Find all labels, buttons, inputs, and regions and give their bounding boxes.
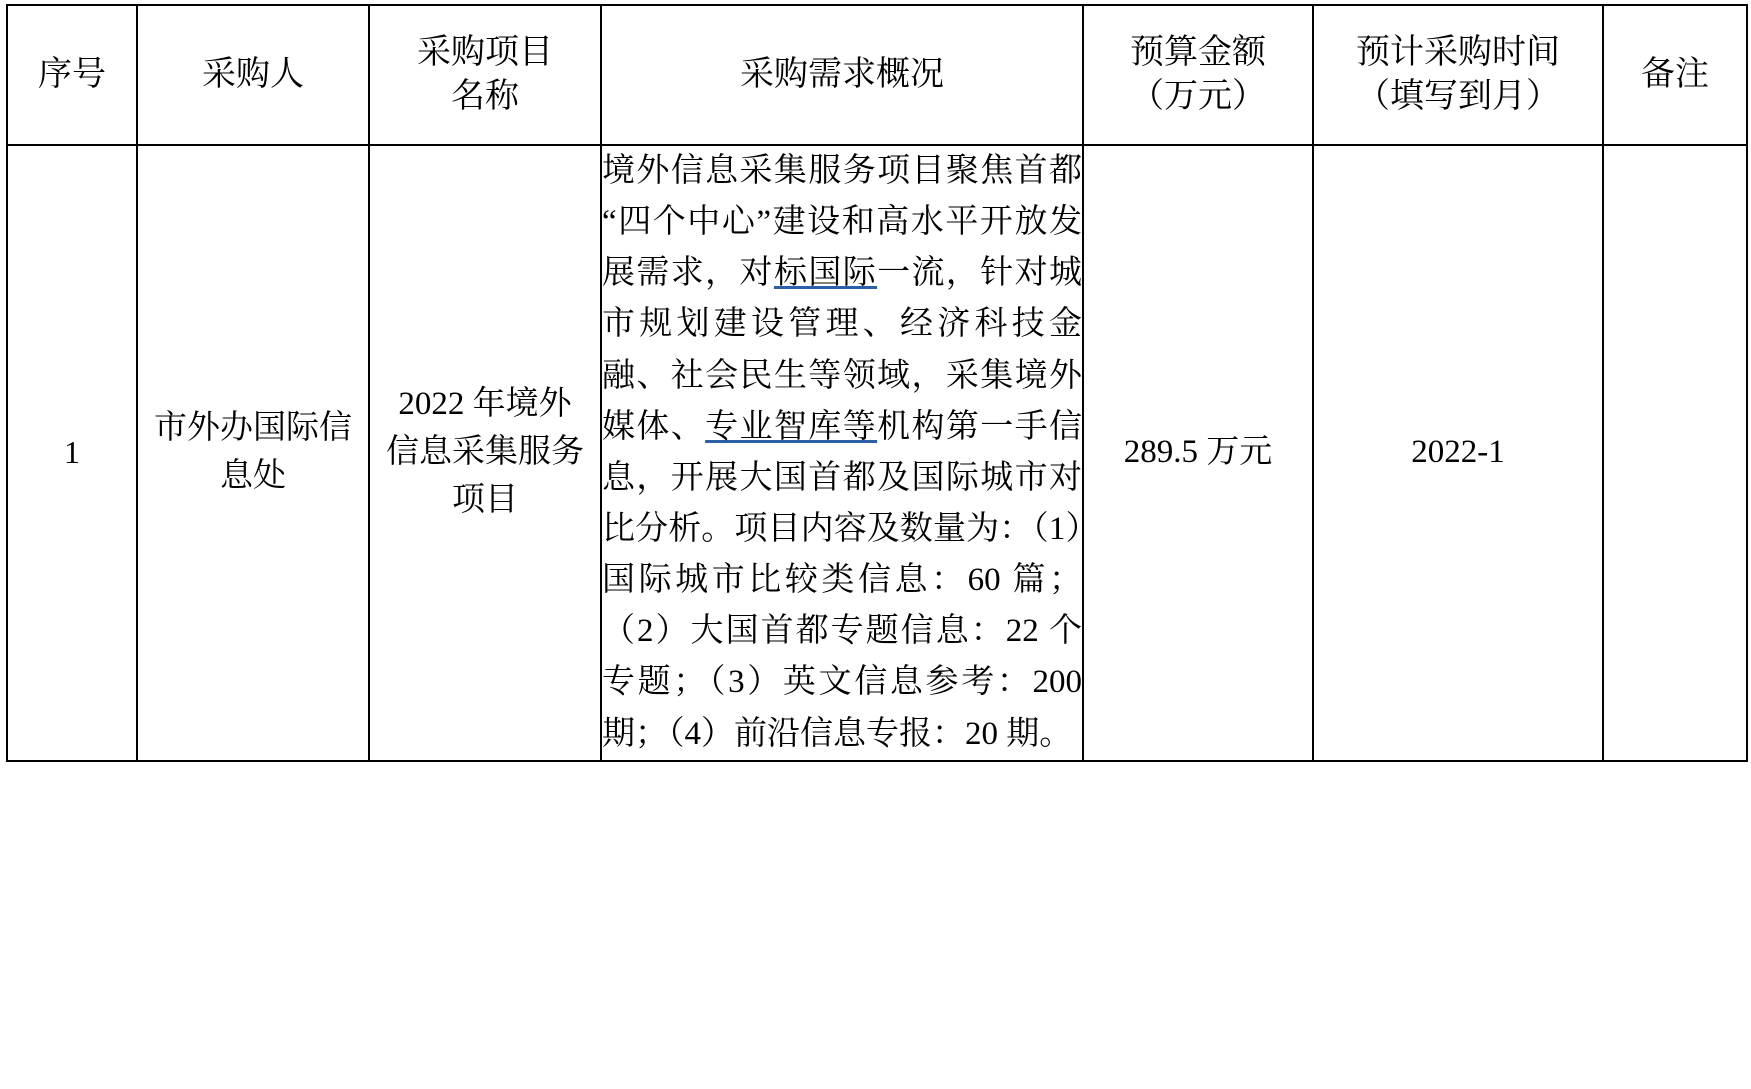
expected-time-value: 2022-1	[1411, 434, 1505, 471]
demand-text-part-3: 机构第一手信息，开展大国首都及国际城市对比分析。项目内容及数量为：（1）国际城市比较类信息：60 篇；（2）大国首都专题信息：22 个专题；（3）英文信息参考：200 期；（4）前沿信息专报：20 期。	[602, 408, 1083, 752]
cell-project-name	[369, 145, 601, 761]
column-header-budget	[1083, 5, 1313, 145]
demand-text-part-2: 一流，针对城市规划建设管理、经济科技金融、社会民生等领域，采集境外媒体、	[602, 255, 1083, 445]
cell-expected-time	[1313, 145, 1603, 761]
procurement-intent-table	[6, 4, 1748, 762]
table-body	[7, 145, 1747, 761]
column-header-buyer-label: 采购人	[202, 56, 304, 94]
column-header-seq-label: 序号	[38, 56, 106, 94]
column-header-demand-label: 采购需求概况	[740, 56, 944, 94]
column-header-project-name	[369, 5, 601, 145]
cell-sequence-number	[7, 145, 137, 761]
column-header-seq	[7, 5, 137, 145]
demand-text-link-1[interactable]: 标国际	[773, 255, 878, 292]
table-row	[7, 145, 1747, 761]
cell-buyer	[137, 145, 369, 761]
column-header-budget-line2: （万元）	[1130, 78, 1266, 115]
column-header-project-line1: 采购项目	[417, 34, 553, 72]
project-name-value: 2022 年境外信息采集服务项目	[386, 386, 584, 518]
demand-summary-text	[602, 146, 1082, 760]
column-header-remark-label: 备注	[1641, 56, 1709, 94]
cell-demand-summary	[601, 145, 1083, 761]
column-header-budget-line1: 预算金额	[1130, 34, 1266, 72]
budget-amount-value: 289.5 万元	[1123, 434, 1273, 471]
column-header-project-line2: 名称	[451, 78, 519, 115]
column-header-demand-summary	[601, 5, 1083, 145]
demand-text-part-1: 境外信息采集服务项目聚焦首都“四个中心”建设和高水平开放发展需求，对	[602, 153, 1082, 292]
buyer-value: 市外办国际信息处	[154, 410, 352, 494]
column-header-expected-time	[1313, 5, 1603, 145]
column-header-remark	[1603, 5, 1747, 145]
cell-remark	[1603, 145, 1747, 761]
sequence-number-value: 1	[64, 434, 80, 471]
demand-text-link-2[interactable]: 专业智库等	[705, 408, 878, 445]
cell-budget-amount	[1083, 145, 1313, 761]
table-header	[7, 5, 1747, 145]
table-header-row	[7, 5, 1747, 145]
column-header-time-line2: （填写到月）	[1356, 78, 1560, 115]
column-header-time-line1: 预计采购时间	[1356, 34, 1560, 72]
column-header-buyer	[137, 5, 369, 145]
